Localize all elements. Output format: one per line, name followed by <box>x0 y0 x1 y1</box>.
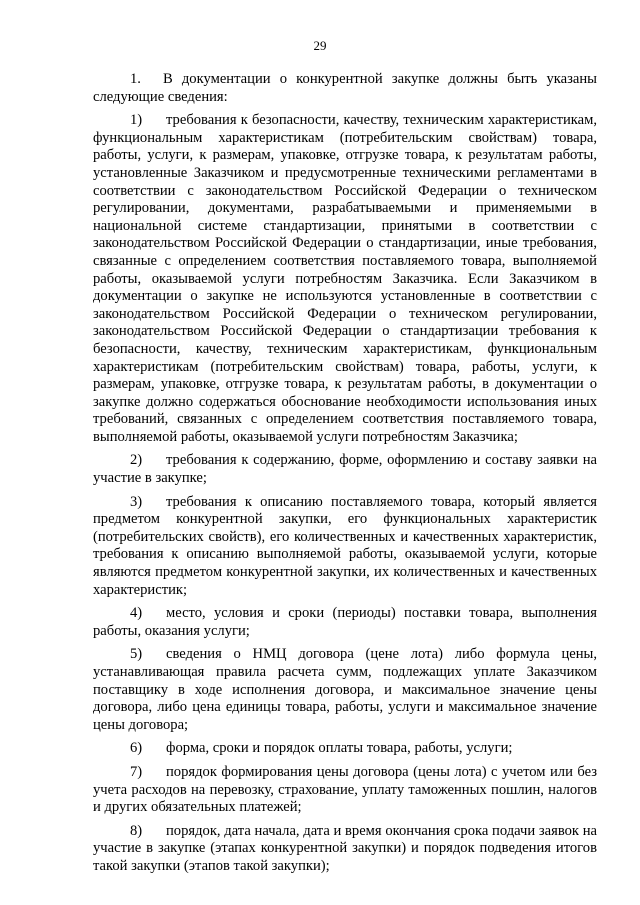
list-item-3 <box>93 494 597 600</box>
list-item-2 <box>93 452 597 487</box>
list-item-8 <box>93 823 597 876</box>
list-item-number: 3) <box>130 493 143 510</box>
list-item-number: 4) <box>130 605 143 622</box>
page-number: 29 <box>313 38 327 53</box>
list-item-6 <box>93 740 597 758</box>
intro-number: 1. <box>130 71 141 87</box>
list-item-4 <box>93 605 597 640</box>
list-item-text: требования к описанию поставляемого товара, который является предметом конкурентной закупки, его функциональных характеристик (потребительских свойств), его количественных и качественных характеристик, требования к описанию выполняемой работы, оказываемой услуги, которые являются предметом конкурентной закупки, их количественных и качественных характеристик; <box>93 493 597 598</box>
list-item-text: порядок формирования цены договора (цены лота) с учетом или без учета расходов на перевозку, страхование, уплату таможенных пошлин, налогов и других обязательных платежей; <box>93 763 597 816</box>
list-item-text: место, условия и сроки (периоды) поставки товара, выполнения работы, оказания услуги; <box>93 605 597 639</box>
list-item-text: порядок, дата начала, дата и время окончания срока подачи заявок на участие в закупке (этапах конкурентной закупки) и порядок подведения итогов такой закупки (этапов такой закупки); <box>93 822 597 874</box>
list-item-number: 8) <box>130 822 143 839</box>
intro-text: В документации о конкурентной закупке должны быть указаны следующие сведения: <box>93 71 597 105</box>
list-item-5 <box>93 646 597 734</box>
list-item-1 <box>93 112 597 446</box>
list-item-number: 2) <box>130 452 143 469</box>
list-item-text: требования к содержанию, форме, оформлению и составу заявки на участие в закупке; <box>93 452 597 487</box>
list-item-number: 1) <box>130 112 143 129</box>
list-item-text: требования к безопасности, качеству, техническим характеристикам, функциональным характеристикам (потребительским свойствам) товара, работы, услуги, к размерам, упаковке, отгрузке товара, к результатам работы, установленные Заказчиком и предусмотренные техническими регламентами в соответствии с законодательством Российской Федерации о техническом регулировании, документами, разрабатываемыми и применяемыми в национальной системе стандартизации, принятыми в соответствии с законодательством Российской Федерации о стандартизации, иные требования, связанные с определением соответствия поставляемого товара, выполняемой работы, оказываемой услуги потребностям Заказчика. Если Заказчиком в документации о закупке не используются установленные в соответствии с законодательством Российской Федерации о техническом регулировании, законодательством Российской Федерации о стандартизации требования к безопасности, качеству, техническим характеристикам, функциональным характеристикам (потребительским свойствам) товара, работы, услуги, к размерам, упаковке, отгрузке товара, к результатам работы, в документации о закупке должно содержаться обоснование необходимости использования иных требований, связанных с определением соответствия поставляемого товара, выполняемой работы, оказываемой услуги потребностям Заказчика; <box>93 112 597 445</box>
list-item-number: 5) <box>130 646 143 663</box>
document-body <box>93 71 597 882</box>
list-item-text: форма, сроки и порядок оплаты товара, работы, услуги; <box>166 740 513 757</box>
intro-paragraph <box>93 71 597 106</box>
list-item-text: сведения о НМЦ договора (цене лота) либо формула цены, устанавливающая правила расчета сумм, подлежащих уплате Заказчиком поставщику в ходе исполнения договора, и максимальное значение цены договора, либо цена единицы товара, работы, услуги и максимальное значение цены договора; <box>93 646 597 733</box>
list-item-7 <box>93 764 597 817</box>
list-item-number: 6) <box>130 740 143 757</box>
list-item-number: 7) <box>130 763 143 780</box>
